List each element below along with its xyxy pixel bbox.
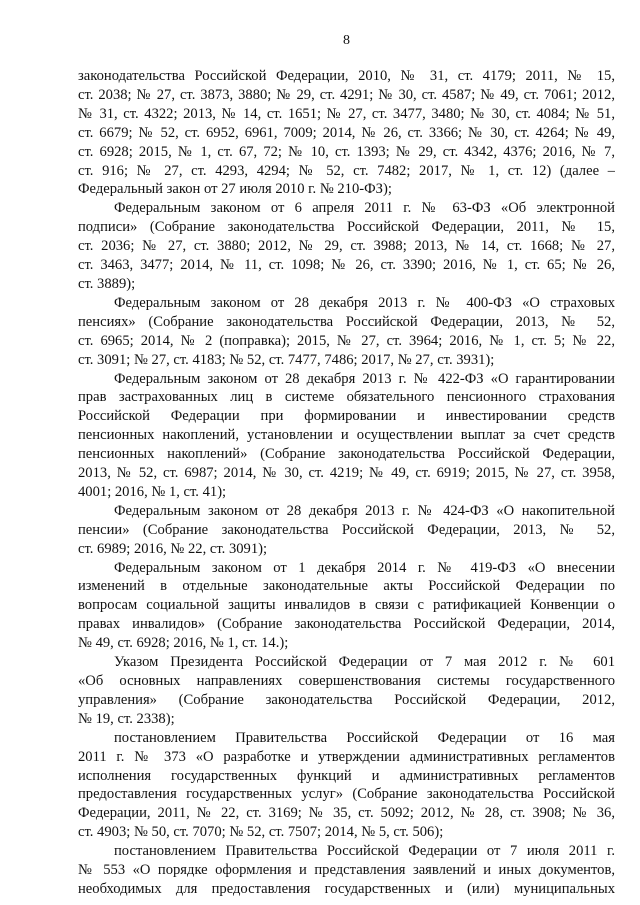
- paragraph-line: Федеральным законом от 28 декабря 2013 г. № 424-ФЗ «О накопительной: [114, 502, 615, 519]
- paragraph-line: «Об основных направлениях совершенствования системы государственного: [78, 673, 615, 689]
- paragraph-line: исполнения государственных функций и административных регламентов: [78, 767, 615, 784]
- paragraph-line: ст. 6989; 2016, № 22, ст. 3091);: [78, 540, 268, 557]
- paragraph-line: Федеральный закон от 27 июля 2010 г. № 210-ФЗ);: [78, 181, 392, 198]
- paragraph-p9: [78, 842, 615, 899]
- paragraph-line: ст. 916; № 27, ст. 4293, 4294; № 52, ст. 7482; 2017, № 1, ст. 12) (далее –: [78, 162, 615, 179]
- paragraph-line: пенсионных накоплений, установлении и осуществлении выплат за счет средств: [78, 427, 615, 444]
- paragraph-line: предоставления государственных услуг» (Собрание законодательства Российской: [78, 786, 615, 803]
- paragraph-line: ст. 3889);: [78, 275, 136, 292]
- paragraph-p3: [78, 294, 615, 370]
- paragraph-line: подписи» (Собрание законодательства Российской Федерации, 2011, № 15,: [78, 219, 615, 236]
- paragraph-line: Федеральным законом от 28 декабря 2013 г. № 400-ФЗ «О страховых: [114, 294, 615, 311]
- paragraph-line: № 49, ст. 6928; 2016, № 1, ст. 14.);: [78, 635, 289, 652]
- paragraph-line: законодательства Российской Федерации, 2010, № 31, ст. 4179; 2011, № 15,: [78, 68, 615, 84]
- paragraph-line: 4001; 2016, № 1, ст. 41);: [78, 483, 227, 500]
- paragraph-line: Федерации, 2011, № 22, ст. 3169; № 35, ст. 5092; 2012, № 28, ст. 3908; № 36,: [78, 805, 615, 822]
- paragraph-line: вопросам социальной защиты инвалидов в связи с ратификацией Конвенции о: [78, 597, 615, 614]
- paragraph-line: постановлением Правительства Российской Федерации от 7 июля 2011 г.: [114, 843, 615, 860]
- paragraph-p2: [78, 199, 615, 294]
- paragraph-line: пенсии» (Собрание законодательства Российской Федерации, 2013, № 52,: [78, 521, 615, 538]
- paragraph-line: управления» (Собрание законодательства Российской Федерации, 2012,: [78, 691, 615, 708]
- paragraph-line: № 553 «О порядке оформления и представления заявлений и иных документов,: [78, 862, 615, 879]
- paragraph-line: ст. 6965; 2014, № 2 (поправка); 2015, № 27, ст. 3964; 2016, № 1, ст. 5; № 22,: [78, 332, 615, 349]
- paragraph-line: правах инвалидов» (Собрание законодательства Российской Федерации, 2014,: [78, 616, 615, 633]
- paragraph-line: ст. 2038; № 27, ст. 3873, 3880; № 29, ст. 4291; № 30, ст. 4587; № 49, ст. 7061; 2012,: [78, 86, 615, 103]
- paragraph-line: постановлением Правительства Российской Федерации от 16 мая: [114, 729, 615, 746]
- paragraph-line: № 31, ст. 4322; 2013, № 14, ст. 1651; № 27, ст. 3477, 3480; № 30, ст. 4084; № 51,: [78, 105, 615, 122]
- document-body: [78, 67, 615, 899]
- paragraph-line: прав застрахованных лиц в системе обязательного пенсионного страхования: [78, 389, 615, 406]
- paragraph-line: Федеральным законом от 1 декабря 2014 г. № 419-ФЗ «О внесении: [114, 559, 615, 576]
- paragraph-line: ст. 4903; № 50, ст. 7070; № 52, ст. 7507; 2014, № 5, ст. 506);: [78, 824, 444, 841]
- paragraph-line: Российской Федерации при формировании и инвестировании средств: [78, 408, 615, 425]
- paragraph-line: ст. 6928; 2015, № 1, ст. 67, 72; № 10, ст. 1393; № 29, ст. 4342, 4376; 2016, № 7,: [78, 143, 615, 160]
- paragraph-p6: [78, 559, 615, 654]
- paragraph-line: пенсиях» (Собрание законодательства Российской Федерации, 2013, № 52,: [78, 313, 615, 330]
- paragraph-line: № 19, ст. 2338);: [78, 710, 175, 727]
- paragraph-p8: [78, 729, 615, 842]
- paragraph-line: пенсионных накоплений» (Собрание законодательства Российской Федерации,: [78, 446, 615, 463]
- paragraph-line: Указом Президента Российской Федерации от 7 мая 2012 г. № 601: [114, 654, 615, 671]
- paragraph-line: изменений в отдельные законодательные акты Российской Федерации по: [78, 578, 615, 595]
- paragraph-p4: [78, 370, 615, 502]
- page-number: 8: [343, 33, 350, 48]
- paragraph-line: ст. 2036; № 27, ст. 3880; 2012, № 29, ст. 3988; 2013, № 14, ст. 1668; № 27,: [78, 238, 615, 255]
- paragraph-line: ст. 6679; № 52, ст. 6952, 6961, 7009; 2014, № 26, ст. 3366; № 30, ст. 4264; № 49,: [78, 124, 615, 141]
- paragraph-line: ст. 3091; № 27, ст. 4183; № 52, ст. 7477, 7486; 2017, № 27, ст. 3931);: [78, 351, 495, 368]
- paragraph-line: Федеральным законом от 6 апреля 2011 г. № 63-ФЗ «Об электронной: [114, 200, 615, 217]
- paragraph-p5: [78, 502, 615, 559]
- paragraph-line: 2011 г. № 373 «О разработке и утверждении административных регламентов: [78, 748, 615, 765]
- paragraph-p1: [78, 67, 615, 199]
- paragraph-p7: [78, 653, 615, 729]
- paragraph-line: необходимых для предоставления государственных и (или) муниципальных: [78, 880, 615, 897]
- paragraph-line: ст. 3463, 3477; 2014, № 11, ст. 1098; № 26, ст. 3390; 2016, № 1, ст. 65; № 26,: [78, 257, 615, 274]
- paragraph-line: Федеральным законом от 28 декабря 2013 г. № 422-ФЗ «О гарантировании: [114, 370, 615, 387]
- paragraph-line: 2013, № 52, ст. 6987; 2014, № 30, ст. 4219; № 49, ст. 6919; 2015, № 27, ст. 3958,: [78, 465, 615, 482]
